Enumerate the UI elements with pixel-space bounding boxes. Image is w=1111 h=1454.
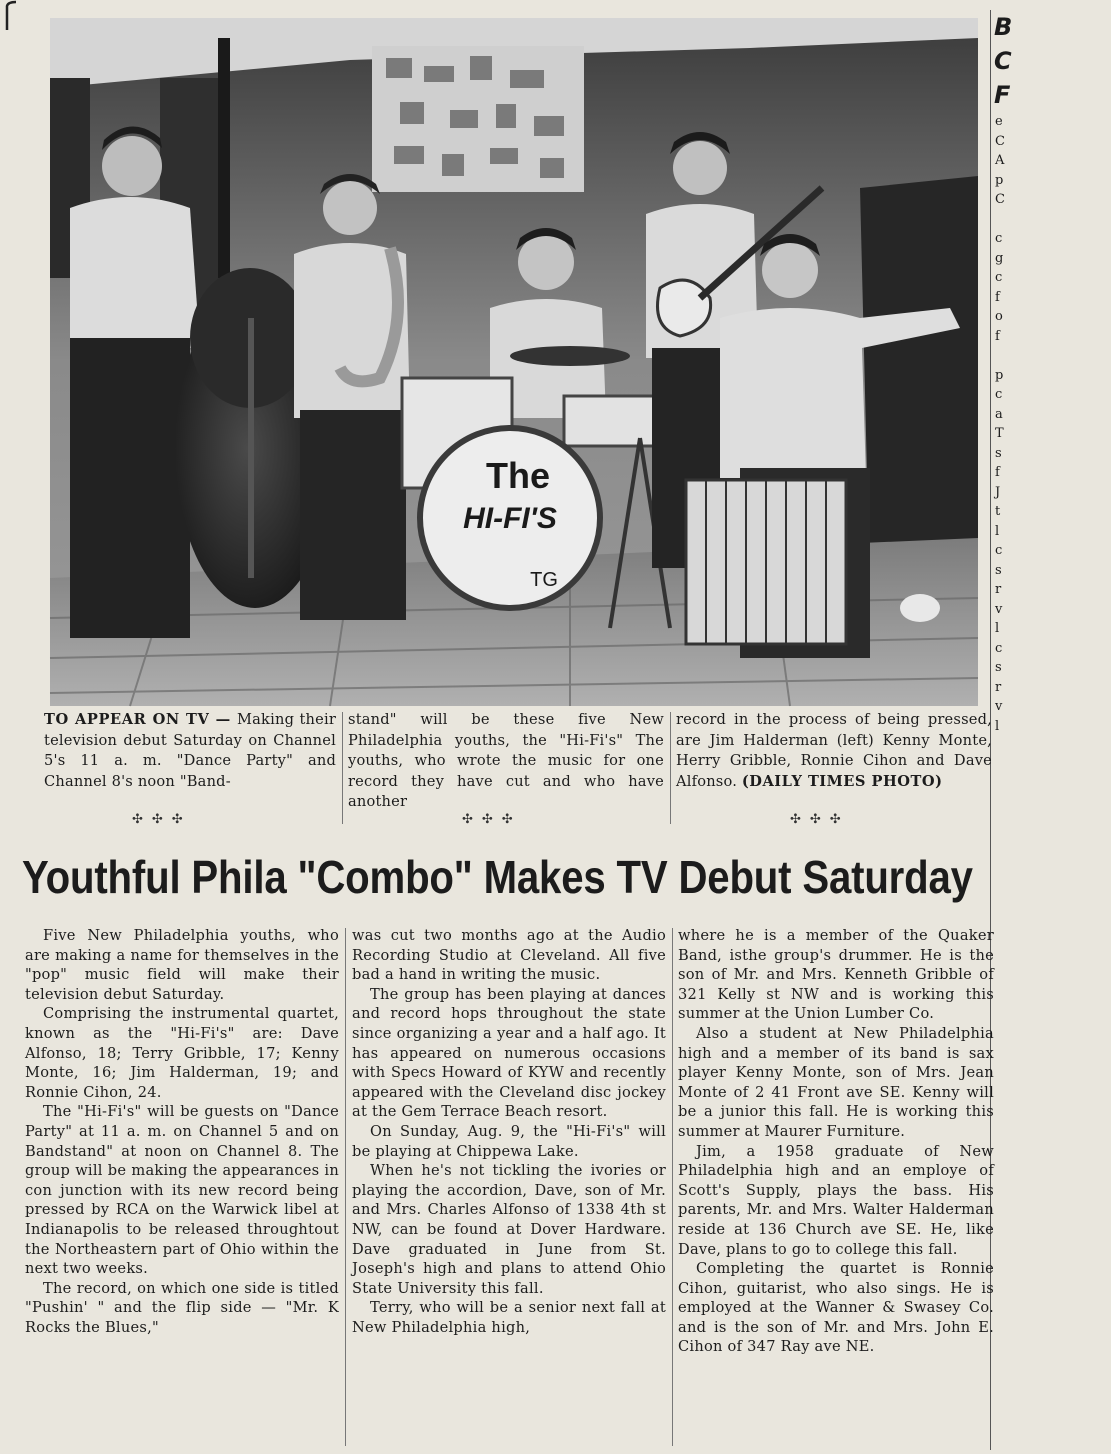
caption-text-2: stand" will be these five New Philadelphia youths, the "Hi-Fi's" The youths, who wrote the music for one record they have cut and who have another	[348, 711, 664, 810]
caption-text-1: Making their television debut Saturday on Channel 5's 11 a. m. "Dance Party" and Channel 8's noon "Band-	[44, 711, 337, 790]
paragraph: Terry, who will be a senior next fall at New Philadelphia high,	[352, 1299, 666, 1336]
drum-head-hifis: HI-FI'S	[463, 502, 557, 535]
paragraph: Comprising the instrumental quartet, known as the "Hi-Fi's" are: Dave Alfonso, 18; Terry Gribble, 17; Kenny Monte, 16; Jim Halderman, 19; and Ronnie Cihon, 24.	[25, 1005, 339, 1101]
article-column-2	[352, 926, 666, 1446]
paragraph: Also a student at New Philadelphia high and a member of its band is sax player Kenny Monte, son of Mrs. Jean Monte of 2 41 Front ave SE. Kenny will be a junior this fall. He is working this summer at Maurer Furniture.	[678, 1024, 994, 1140]
corner-mark	[4, 0, 18, 30]
column-divider-1	[345, 928, 346, 1446]
band-photo	[50, 18, 978, 706]
photo-credit: (DAILY TIMES PHOTO)	[741, 772, 943, 790]
photo-caption-part-3	[676, 710, 992, 826]
article-column-3	[678, 926, 994, 1446]
paragraph: The group has been playing at dances and record hops throughout the state since organizing a year and a half ago. It has appeared on numerous occasions with Specs Howard of KYW and recently appeared with the Cleveland disc jockey at the Gem Terrace Beach resort.	[352, 985, 666, 1121]
band-photo-illustration	[50, 18, 978, 706]
paragraph: On Sunday, Aug. 9, the "Hi-Fi's" will be playing at Chippewa Lake.	[352, 1122, 666, 1160]
paragraph: The record, on which one side is titled "Pushin' " and the flip side — "Mr. K Rocks the Blues,"	[25, 1279, 339, 1336]
neighbor-heading-2: C	[994, 47, 1012, 75]
photo-caption-part-2	[348, 710, 664, 826]
paragraph: Five New Philadelphia youths, who are making a name for themselves in the "pop" music field will make their television debut Saturday.	[25, 927, 339, 1003]
caption-divider-2	[670, 712, 671, 824]
ornament-3: ✣✣✣	[790, 812, 850, 827]
paragraph: When he's not tickling the ivories or playing the accordion, Dave, son of Mr. and Mrs. Charles Alfonso of 1338 4th st NW, can be found at Dover Hardware. Dave graduated in June from St. Joseph's high and plans to attend Ohio State University this fall.	[352, 1162, 666, 1297]
headline: Youthful Phila "Combo" Makes TV Debut Saturday	[22, 851, 973, 903]
paragraph: Jim, a 1958 graduate of New Philadelphia high and an employe of Scott's Supply, plays the bass. His parents, Mr. and Mrs. Walter Halderman reside at 136 Church ave SE. He, like Dave, plans to go to college this fall.	[678, 1142, 994, 1258]
drum-head-the: The	[485, 455, 551, 496]
paragraph: The "Hi-Fi's" will be guests on "Dance Party" at 11 a. m. on Channel 5 and on Bandstand" at noon on Channel 8. The group will be making the appearances in con junction with its new record being pressed by RCA on the Warwick libel at Indianapolis to be released throughtout the Northeastern part of Ohio within the next two weeks.	[25, 1103, 339, 1278]
drum-initials: TG	[530, 569, 558, 591]
column-divider-2	[672, 928, 673, 1446]
paragraph: was cut two months ago at the Audio Recording Studio at Cleveland. All five bad a hand in writing the music.	[352, 927, 666, 984]
caption-divider-1	[342, 712, 343, 824]
paragraph: Completing the quartet is Ronnie Cihon, guitarist, who also sings. He is employed at the Wanner & Swasey Co. and is the son of Mr. and Mrs. John E. Cihon of 347 Ray ave NE.	[678, 1260, 994, 1356]
caption-text-3: record in the process of being pressed, are Jim Halderman (left) Kenny Monte, Herry Gribble, Ronnie Cihon and Dave Alfonso.	[676, 711, 992, 790]
article-column-1	[25, 926, 339, 1446]
paragraph: where he is a member of the Quaker Band, isthe group's drummer. He is the son of Mr. and Mrs. Kenneth Gribble of 321 Kelly st NW and is working this summer at the Union Lumber Co.	[678, 927, 994, 1023]
ornament-1: ✣✣✣	[132, 812, 192, 827]
neighbor-heading-1: B	[994, 13, 1013, 41]
photo-caption-part-1	[44, 710, 336, 826]
neighbor-text: e C A p C c g c f o f p c a T s f J t l c s r v l c s r v l	[995, 114, 1005, 734]
neighbor-heading-3: F	[994, 81, 1011, 109]
ornament-2: ✣✣✣	[462, 812, 522, 827]
caption-lead: TO APPEAR ON TV —	[44, 711, 238, 728]
